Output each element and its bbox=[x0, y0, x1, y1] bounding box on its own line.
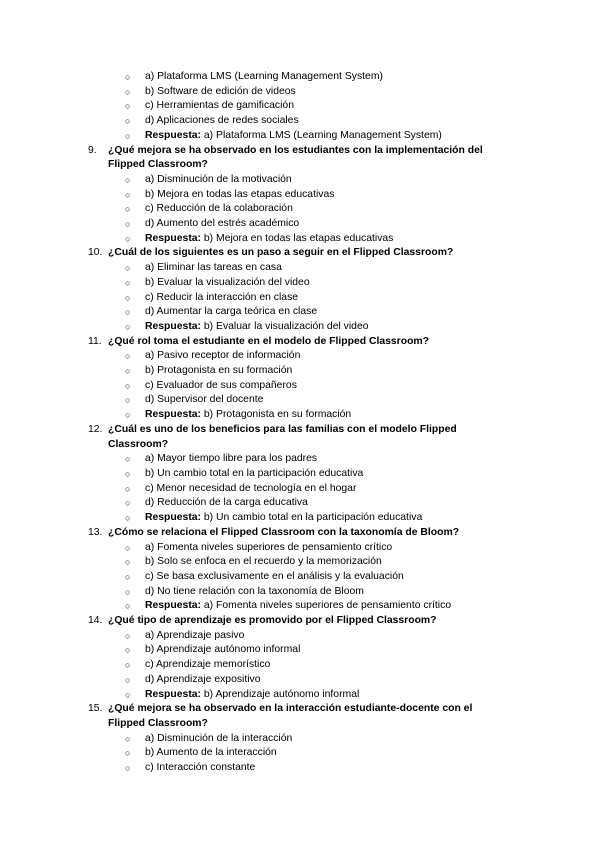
option-text: c) Aprendizaje memorístico bbox=[145, 659, 271, 671]
bullet-icon: ○ bbox=[125, 645, 131, 656]
option-item bbox=[0, 746, 600, 761]
option-text: c) Evaluador de sus compañeros bbox=[145, 379, 297, 391]
question-text: ¿Qué tipo de aprendizaje es promovido por el Flipped Classroom? bbox=[108, 615, 437, 627]
option-text: b) Mejora en todas las etapas educativas bbox=[145, 188, 335, 200]
option-item bbox=[0, 70, 600, 85]
option-item bbox=[0, 276, 600, 291]
bullet-icon: ○ bbox=[125, 366, 131, 377]
option-text: a) Aprendizaje pasivo bbox=[145, 629, 245, 641]
question-number: 14. bbox=[88, 615, 103, 627]
answer-text: a) Plataforma LMS (Learning Management System) bbox=[203, 129, 442, 141]
option-text: a) Mayor tiempo libre para los padres bbox=[145, 453, 318, 465]
question-item bbox=[0, 702, 600, 731]
option-text: a) Plataforma LMS (Learning Management System) bbox=[145, 71, 383, 82]
question-number: 12. bbox=[88, 423, 103, 435]
option-item bbox=[0, 305, 600, 320]
option-text: a) Pasivo receptor de información bbox=[145, 350, 301, 362]
option-text: a) Disminución de la motivación bbox=[145, 173, 292, 185]
bullet-icon: ○ bbox=[125, 204, 131, 215]
option-item bbox=[0, 364, 600, 379]
option-item bbox=[0, 482, 600, 497]
bullet-icon: ○ bbox=[125, 498, 131, 509]
answer-item bbox=[0, 320, 600, 335]
question-number: 9. bbox=[88, 144, 97, 156]
answer-text: b) Aprendizaje autónomo informal bbox=[203, 688, 360, 700]
answer-text: a) Fomenta niveles superiores de pensamiento crítico bbox=[203, 600, 452, 612]
question-item bbox=[0, 526, 600, 541]
question-text: ¿Cómo se relaciona el Flipped Classroom con la taxonomía de Bloom? bbox=[108, 526, 460, 538]
option-item bbox=[0, 541, 600, 556]
answer-label: Respuesta: bbox=[145, 232, 202, 244]
bullet-icon: ○ bbox=[125, 410, 131, 421]
answer-item bbox=[0, 232, 600, 247]
option-item bbox=[0, 379, 600, 394]
bullet-icon: ○ bbox=[125, 86, 131, 97]
question-text: ¿Cuál de los siguientes es un paso a seguir en el Flipped Classroom? bbox=[108, 247, 454, 259]
question-text: ¿Cuál es uno de los beneficios para las familias con el modelo Flipped Classroom? bbox=[108, 423, 457, 450]
answer-label: Respuesta: bbox=[145, 688, 202, 700]
bullet-icon: ○ bbox=[125, 307, 131, 318]
bullet-icon: ○ bbox=[125, 219, 131, 230]
option-text: d) Reducción de la carga educativa bbox=[145, 497, 308, 509]
option-text: c) Herramientas de gamificación bbox=[145, 100, 294, 112]
option-text: b) Evaluar la visualización del video bbox=[145, 276, 310, 288]
question-item bbox=[0, 246, 600, 261]
option-item bbox=[0, 349, 600, 364]
option-text: b) Solo se enfoca en el recuerdo y la memorización bbox=[145, 556, 382, 568]
option-text: d) No tiene relación con la taxonomía de Bloom bbox=[145, 585, 364, 597]
option-text: a) Fomenta niveles superiores de pensamiento crítico bbox=[145, 541, 393, 553]
bullet-icon: ○ bbox=[125, 571, 131, 582]
option-item bbox=[0, 114, 600, 129]
bullet-icon: ○ bbox=[125, 748, 131, 759]
bullet-icon: ○ bbox=[125, 674, 131, 685]
bullet-icon: ○ bbox=[125, 513, 131, 524]
option-item bbox=[0, 496, 600, 511]
option-item bbox=[0, 643, 600, 658]
option-item bbox=[0, 85, 600, 100]
answer-item bbox=[0, 129, 600, 144]
bullet-icon: ○ bbox=[125, 189, 131, 200]
option-item bbox=[0, 629, 600, 644]
bullet-icon: ○ bbox=[125, 101, 131, 112]
question-item bbox=[0, 144, 600, 173]
answer-label: Respuesta: bbox=[145, 512, 202, 524]
bullet-icon: ○ bbox=[125, 395, 131, 406]
question-text: ¿Qué rol toma el estudiante en el modelo de Flipped Classroom? bbox=[108, 335, 430, 347]
bullet-icon: ○ bbox=[125, 351, 131, 362]
option-item bbox=[0, 673, 600, 688]
answer-item bbox=[0, 599, 600, 614]
question-item bbox=[0, 335, 600, 350]
bullet-icon: ○ bbox=[125, 483, 131, 494]
option-text: d) Supervisor del docente bbox=[145, 394, 264, 406]
option-item bbox=[0, 555, 600, 570]
option-item bbox=[0, 99, 600, 114]
answer-item bbox=[0, 511, 600, 526]
answer-text: b) Evaluar la visualización del video bbox=[203, 320, 369, 332]
option-text: d) Aumento del estrés académico bbox=[145, 218, 300, 230]
answer-label: Respuesta: bbox=[145, 129, 202, 141]
bullet-icon: ○ bbox=[125, 321, 131, 332]
question-number: 11. bbox=[88, 335, 102, 347]
bullet-icon: ○ bbox=[125, 557, 131, 568]
option-text: c) Reducción de la colaboración bbox=[145, 203, 293, 215]
option-item bbox=[0, 585, 600, 600]
bullet-icon: ○ bbox=[125, 468, 131, 479]
option-text: d) Aplicaciones de redes sociales bbox=[145, 115, 299, 127]
question-item bbox=[0, 423, 600, 452]
bullet-icon: ○ bbox=[125, 263, 131, 274]
answer-label: Respuesta: bbox=[145, 600, 202, 612]
question-text: ¿Qué mejora se ha observado en los estudiantes con la implementación del Flipped Classroom? bbox=[108, 144, 483, 171]
bullet-icon: ○ bbox=[125, 292, 131, 303]
option-item bbox=[0, 173, 600, 188]
bullet-icon: ○ bbox=[125, 542, 131, 553]
option-text: c) Reducir la interacción en clase bbox=[145, 291, 299, 303]
option-item bbox=[0, 761, 600, 776]
bullet-icon: ○ bbox=[125, 586, 131, 597]
bullet-icon: ○ bbox=[125, 72, 131, 82]
option-item bbox=[0, 217, 600, 232]
option-text: b) Protagonista en su formación bbox=[145, 365, 293, 377]
question-number: 10. bbox=[88, 247, 103, 259]
bullet-icon: ○ bbox=[125, 233, 131, 244]
bullet-icon: ○ bbox=[125, 130, 131, 141]
option-text: b) Un cambio total en la participación educativa bbox=[145, 467, 364, 479]
option-item bbox=[0, 452, 600, 467]
bullet-icon: ○ bbox=[125, 174, 131, 185]
answer-label: Respuesta: bbox=[145, 320, 202, 332]
question-item bbox=[0, 614, 600, 629]
question-number: 13. bbox=[88, 526, 103, 538]
bullet-icon: ○ bbox=[125, 733, 131, 744]
question-text: ¿Qué mejora se ha observado en la interacción estudiante-docente con el Flipped Classroom? bbox=[108, 703, 473, 729]
answer-text: b) Mejora en todas las etapas educativas bbox=[203, 232, 394, 244]
option-item bbox=[0, 188, 600, 203]
option-item bbox=[0, 467, 600, 482]
option-text: b) Software de edición de videos bbox=[145, 85, 296, 97]
option-item bbox=[0, 570, 600, 585]
option-text: d) Aumentar la carga teórica en clase bbox=[145, 306, 318, 318]
answer-label: Respuesta: bbox=[145, 409, 202, 421]
option-text: a) Disminución de la interacción bbox=[145, 732, 293, 744]
option-text: c) Se basa exclusivamente en el análisis y la evaluación bbox=[145, 570, 404, 582]
option-text: c) Interacción constante bbox=[145, 762, 256, 774]
option-item bbox=[0, 291, 600, 306]
bullet-icon: ○ bbox=[125, 277, 131, 288]
option-item bbox=[0, 261, 600, 276]
option-item bbox=[0, 202, 600, 217]
document-page bbox=[0, 70, 600, 776]
question-number: 15. bbox=[88, 703, 103, 715]
option-item bbox=[0, 393, 600, 408]
option-text: c) Menor necesidad de tecnología en el hogar bbox=[145, 482, 357, 494]
bullet-icon: ○ bbox=[125, 601, 131, 612]
option-text: b) Aprendizaje autónomo informal bbox=[145, 644, 301, 656]
answer-text: b) Un cambio total en la participación educativa bbox=[203, 512, 423, 524]
bullet-icon: ○ bbox=[125, 660, 131, 671]
option-text: a) Eliminar las tareas en casa bbox=[145, 262, 282, 274]
answer-text: b) Protagonista en su formación bbox=[203, 409, 352, 421]
bullet-icon: ○ bbox=[125, 116, 131, 127]
bullet-icon: ○ bbox=[125, 689, 131, 700]
bullet-icon: ○ bbox=[125, 630, 131, 641]
bullet-icon: ○ bbox=[125, 454, 131, 465]
bullet-icon: ○ bbox=[125, 763, 131, 774]
option-item bbox=[0, 732, 600, 747]
option-text: d) Aprendizaje expositivo bbox=[145, 673, 261, 685]
option-text: b) Aumento de la interacción bbox=[145, 747, 277, 759]
option-item bbox=[0, 658, 600, 673]
answer-item bbox=[0, 688, 600, 703]
bullet-icon: ○ bbox=[125, 380, 131, 391]
answer-item bbox=[0, 408, 600, 423]
